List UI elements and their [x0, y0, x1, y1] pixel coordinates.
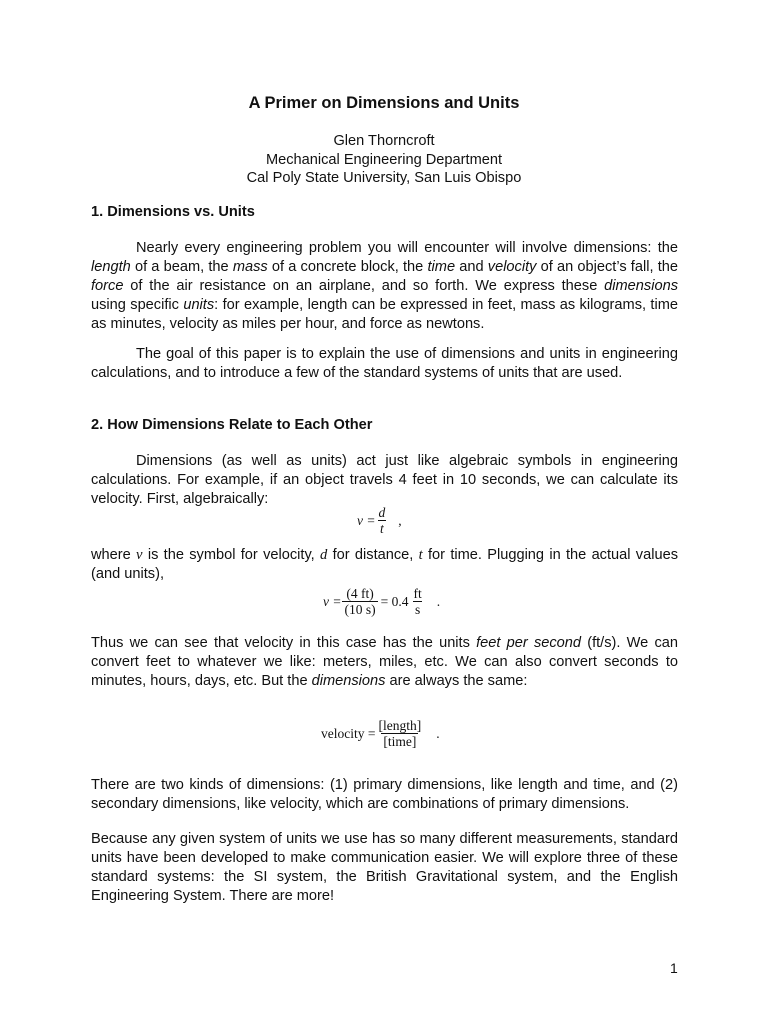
text-run: : for example, length can be expressed in feet, mass as kilograms, time as minutes, velocity as miles per hour, and force as newtons. [91, 297, 678, 332]
fraction-denominator: [time] [383, 734, 417, 749]
eq-result: = 0.4 [380, 593, 409, 609]
fraction-numerator: [length] [378, 718, 422, 733]
italic-run: units [183, 297, 215, 313]
paragraph-1 [91, 239, 678, 334]
italic-run: time [427, 259, 456, 275]
text-run: Nearly every engineering problem you will encounter will involve dimensions: the [136, 240, 678, 256]
author-institution: Cal Poly State University, San Luis Obispo [246, 170, 522, 186]
fraction-denominator: s [414, 602, 421, 617]
text-run: of an object’s fall, the [536, 259, 678, 275]
italic-run: force [91, 278, 124, 294]
italic-run: mass [232, 259, 268, 275]
paragraph-6: There are two kinds of dimensions: (1) primary dimensions, like length and time, and (2) secondary dimensions, like velocity, which are combinations of primary dimensions. [91, 777, 678, 812]
eq-lhs: velocity = [321, 725, 376, 741]
italic-run: length [91, 259, 131, 275]
eq-lhs: v = [323, 593, 342, 609]
symbol-t: t [418, 547, 423, 563]
text-run: is the symbol for velocity, [142, 547, 321, 563]
fraction-numerator: d [378, 505, 386, 520]
text-run: where [91, 547, 137, 563]
paragraph-5 [91, 634, 678, 691]
text-run: for time. Plugging in the actual values (and units), [91, 547, 678, 582]
paragraph-4 [91, 546, 678, 584]
author-department: Mechanical Engineering Department [265, 151, 503, 168]
equation-velocity-symbolic [357, 505, 402, 536]
paragraph-3: Dimensions (as well as units) act just like algebraic symbols in engineering calculations. For example, if an object travels 4 feet in 10 seconds, we can calculate its velocity. First, algebraically: [91, 453, 678, 507]
text-run: (ft/s). We can convert feet to whatever we like: meters, miles, etc. We can also convert seconds to minutes, hours, days, etc. But the [91, 635, 679, 689]
author-block [0, 132, 768, 188]
text-run: of a beam, the [130, 259, 233, 275]
eq-punct: . [436, 593, 441, 609]
paragraph-2: The goal of this paper is to explain the use of dimensions and units in engineering calculations, and to introduce a few of the standard systems of units that are used. [91, 346, 678, 381]
text-run: and [455, 259, 488, 275]
document-title: A Primer on Dimensions and Units [248, 94, 520, 112]
fraction [342, 586, 377, 617]
section-heading-1: 1. Dimensions vs. Units [91, 204, 255, 220]
fraction-denominator: t [379, 521, 384, 536]
fraction [376, 505, 387, 536]
symbol-d: d [320, 547, 328, 563]
author-name: Glen Thorncroft [333, 133, 435, 149]
fraction-numerator: ft [413, 586, 422, 601]
paragraph-7: Because any given system of units we use has so many different measurements, standard units have been developed to make communication easier. We will explore three of these standard systems: the SI system, the British Gravitational system, and the English Engineering System. There are more! [91, 831, 678, 904]
italic-run: feet per second [476, 635, 582, 651]
text-run: for distance, [327, 547, 419, 563]
eq-lhs: v = [357, 512, 376, 528]
italic-run: velocity [487, 259, 537, 275]
fraction-units [411, 586, 423, 617]
symbol-v: v [136, 547, 143, 563]
page-number: 1 [670, 960, 678, 976]
italic-run: dimensions [604, 278, 678, 294]
equation-velocity-dimensions [321, 718, 440, 749]
eq-punct: , [398, 512, 402, 528]
equation-velocity-numeric [323, 586, 440, 617]
fraction-numerator: (4 ft) [346, 586, 374, 601]
eq-punct: . [436, 725, 440, 741]
text-run: using specific [91, 297, 184, 313]
section-heading-2: 2. How Dimensions Relate to Each Other [91, 417, 373, 433]
fraction [376, 718, 423, 749]
text-run: of a concrete block, the [267, 259, 428, 275]
italic-run: dimensions [311, 673, 386, 689]
text-run: are always the same: [385, 673, 528, 689]
fraction-denominator: (10 s) [344, 602, 376, 617]
text-run: Thus we can see that velocity in this case has the units [91, 635, 477, 651]
text-run: of the air resistance on an airplane, and so forth. We express these [123, 278, 605, 294]
